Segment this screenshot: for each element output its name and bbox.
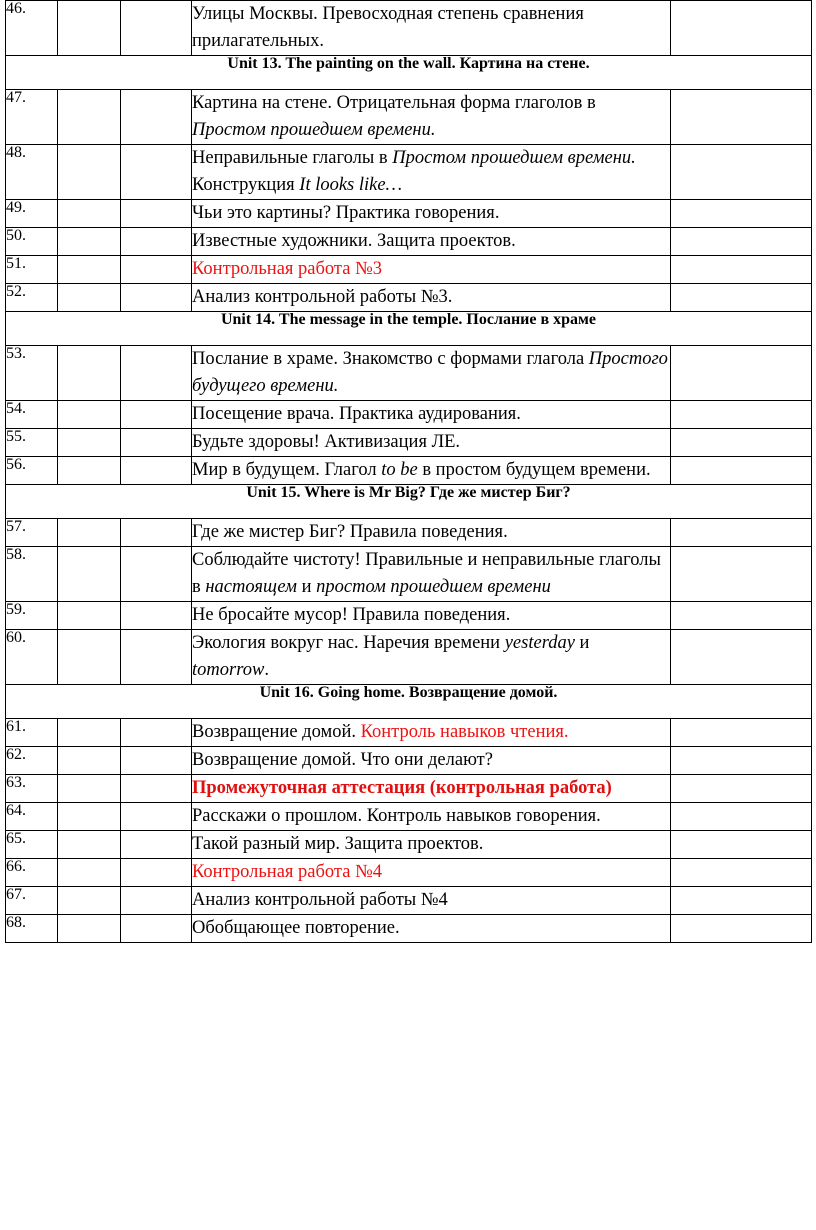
lesson-number: 51. [6, 256, 58, 284]
lesson-row [6, 803, 812, 831]
date-cell-1 [58, 457, 121, 485]
topic-text-segment: Анализ контрольной работы №3. [192, 287, 453, 307]
lesson-number: 59. [6, 602, 58, 630]
topic-text-segment: Картина на стене. Отрицательная форма глаголов в [192, 93, 596, 113]
lesson-topic [192, 346, 671, 401]
topic-text-segment: Будьте здоровы! Активизация ЛЕ. [192, 432, 461, 452]
topic-text-segment: Обобщающее повторение. [192, 918, 400, 938]
lesson-number: 48. [6, 145, 58, 200]
lesson-number: 54. [6, 401, 58, 429]
topic-text-segment: Простом прошедшем времени. [392, 148, 636, 168]
topic-text-segment: Конструкция [192, 175, 300, 195]
date-cell-1 [58, 401, 121, 429]
topic-text-segment: в простом будущем времени. [417, 460, 651, 480]
date-cell-1 [58, 719, 121, 747]
date-cell-1 [58, 256, 121, 284]
date-cell-2 [121, 401, 192, 429]
lesson-topic [192, 915, 671, 943]
unit-header-row [6, 685, 812, 719]
lesson-row [6, 547, 812, 602]
notes-cell [671, 90, 812, 145]
lesson-row [6, 915, 812, 943]
lesson-number: 49. [6, 200, 58, 228]
date-cell-2 [121, 630, 192, 685]
lesson-plan-body [6, 1, 812, 943]
date-cell-1 [58, 803, 121, 831]
lesson-number: 65. [6, 831, 58, 859]
notes-cell [671, 859, 812, 887]
topic-text-segment: простом прошедшем времени [316, 577, 551, 597]
lesson-topic [192, 887, 671, 915]
lesson-topic [192, 1, 671, 56]
lesson-topic [192, 90, 671, 145]
date-cell-1 [58, 915, 121, 943]
lesson-number: 62. [6, 747, 58, 775]
lesson-row [6, 1, 812, 56]
date-cell-1 [58, 284, 121, 312]
lesson-row [6, 200, 812, 228]
lesson-topic [192, 630, 671, 685]
lesson-number: 68. [6, 915, 58, 943]
topic-text-segment: Анализ контрольной работы №4 [192, 890, 448, 910]
date-cell-1 [58, 630, 121, 685]
topic-text-segment: и [574, 633, 590, 653]
lesson-number: 56. [6, 457, 58, 485]
date-cell-1 [58, 602, 121, 630]
unit-header-row [6, 485, 812, 519]
notes-cell [671, 457, 812, 485]
date-cell-1 [58, 90, 121, 145]
unit-header-row [6, 312, 812, 346]
lesson-row [6, 346, 812, 401]
lesson-topic [192, 775, 671, 803]
topic-text-segment: Контроль навыков чтения. [360, 722, 569, 742]
lesson-topic [192, 803, 671, 831]
lesson-topic [192, 457, 671, 485]
topic-text-segment: . [264, 660, 269, 680]
lesson-topic [192, 519, 671, 547]
notes-cell [671, 401, 812, 429]
topic-text-segment: настоящем [205, 577, 297, 597]
date-cell-2 [121, 747, 192, 775]
date-cell-1 [58, 831, 121, 859]
date-cell-1 [58, 519, 121, 547]
lesson-topic [192, 429, 671, 457]
topic-text-segment: Возвращение домой. [192, 722, 361, 742]
lesson-row [6, 256, 812, 284]
lesson-topic [192, 401, 671, 429]
date-cell-1 [58, 887, 121, 915]
unit-title: Unit 14. The message in the temple. Послание в храме [6, 312, 812, 346]
topic-text-segment: Чьи это картины? Практика говорения. [192, 203, 500, 223]
date-cell-2 [121, 831, 192, 859]
topic-text-segment: Контрольная работа №4 [192, 862, 382, 882]
notes-cell [671, 747, 812, 775]
notes-cell [671, 284, 812, 312]
date-cell-2 [121, 284, 192, 312]
date-cell-1 [58, 747, 121, 775]
lesson-topic [192, 602, 671, 630]
date-cell-1 [58, 145, 121, 200]
lesson-topic [192, 284, 671, 312]
lesson-number: 53. [6, 346, 58, 401]
topic-text-segment: и [296, 577, 317, 597]
lesson-topic [192, 547, 671, 602]
lesson-number: 52. [6, 284, 58, 312]
notes-cell [671, 346, 812, 401]
topic-text-segment: Простом прошедшем времени. [192, 120, 436, 140]
lesson-row [6, 401, 812, 429]
notes-cell [671, 228, 812, 256]
topic-text-segment: Промежуточная аттестация (контрольная работа) [192, 778, 612, 798]
topic-text-segment: yesterday [504, 633, 575, 653]
lesson-row [6, 630, 812, 685]
lesson-row [6, 519, 812, 547]
unit-title: Unit 16. Going home. Возвращение домой. [6, 685, 812, 719]
lesson-number: 61. [6, 719, 58, 747]
date-cell-2 [121, 429, 192, 457]
topic-text-segment: Улицы Москвы. Превосходная степень сравнения прилагательных. [192, 4, 584, 51]
lesson-number: 66. [6, 859, 58, 887]
notes-cell [671, 547, 812, 602]
date-cell-1 [58, 1, 121, 56]
date-cell-2 [121, 859, 192, 887]
date-cell-2 [121, 887, 192, 915]
date-cell-2 [121, 803, 192, 831]
notes-cell [671, 831, 812, 859]
lesson-row [6, 602, 812, 630]
date-cell-1 [58, 200, 121, 228]
lesson-plan-table [5, 0, 812, 943]
date-cell-2 [121, 519, 192, 547]
notes-cell [671, 145, 812, 200]
topic-text-segment: Экология вокруг нас. Наречия времени [192, 633, 505, 653]
lesson-row [6, 887, 812, 915]
date-cell-2 [121, 775, 192, 803]
lesson-row [6, 145, 812, 200]
lesson-row [6, 775, 812, 803]
lesson-number: 47. [6, 90, 58, 145]
notes-cell [671, 630, 812, 685]
lesson-topic [192, 859, 671, 887]
date-cell-2 [121, 200, 192, 228]
date-cell-2 [121, 602, 192, 630]
topic-text-segment: It looks like… [299, 175, 403, 195]
lesson-row [6, 90, 812, 145]
date-cell-2 [121, 719, 192, 747]
lesson-row [6, 831, 812, 859]
date-cell-1 [58, 429, 121, 457]
unit-header-row [6, 56, 812, 90]
date-cell-1 [58, 859, 121, 887]
lesson-topic [192, 747, 671, 775]
lesson-number: 57. [6, 519, 58, 547]
notes-cell [671, 1, 812, 56]
topic-text-segment: Послание в храме. Знакомство с формами глагола [192, 349, 589, 369]
topic-text-segment: Неправильные глаголы в [192, 148, 393, 168]
date-cell-2 [121, 256, 192, 284]
lesson-topic [192, 719, 671, 747]
unit-title: Unit 13. The painting on the wall. Картина на стене. [6, 56, 812, 90]
lesson-row [6, 859, 812, 887]
topic-text-segment: Не бросайте мусор! Правила поведения. [192, 605, 511, 625]
lesson-row [6, 457, 812, 485]
topic-text-segment: Простого будущего времени. [192, 349, 668, 396]
notes-cell [671, 429, 812, 457]
topic-text-segment: Расскажи о прошлом. Контроль навыков говорения. [192, 806, 601, 826]
lesson-number: 64. [6, 803, 58, 831]
date-cell-2 [121, 90, 192, 145]
lesson-number: 58. [6, 547, 58, 602]
notes-cell [671, 915, 812, 943]
date-cell-2 [121, 915, 192, 943]
lesson-row [6, 429, 812, 457]
lesson-topic [192, 200, 671, 228]
date-cell-1 [58, 346, 121, 401]
date-cell-1 [58, 775, 121, 803]
notes-cell [671, 775, 812, 803]
lesson-row [6, 228, 812, 256]
lesson-number: 67. [6, 887, 58, 915]
topic-text-segment: tomorrow [192, 660, 265, 680]
topic-text-segment: Соблюдайте чистоту! Правильные и неправильные глаголы в [192, 550, 661, 597]
lesson-row [6, 747, 812, 775]
topic-text-segment: Такой разный мир. Защита проектов. [192, 834, 484, 854]
topic-text-segment: Возвращение домой. Что они делают? [192, 750, 493, 770]
lesson-topic [192, 228, 671, 256]
date-cell-2 [121, 145, 192, 200]
topic-text-segment: Где же мистер Биг? Правила поведения. [192, 522, 508, 542]
unit-title: Unit 15. Where is Mr Big? Где же мистер Биг? [6, 485, 812, 519]
lesson-topic [192, 831, 671, 859]
topic-text-segment: Контрольная работа №3 [192, 259, 382, 279]
notes-cell [671, 200, 812, 228]
lesson-number: 46. [6, 1, 58, 56]
notes-cell [671, 256, 812, 284]
topic-text-segment: Мир в будущем. Глагол [192, 460, 382, 480]
topic-text-segment: Известные художники. Защита проектов. [192, 231, 516, 251]
date-cell-2 [121, 457, 192, 485]
date-cell-2 [121, 346, 192, 401]
date-cell-2 [121, 547, 192, 602]
lesson-row [6, 719, 812, 747]
notes-cell [671, 602, 812, 630]
date-cell-1 [58, 228, 121, 256]
notes-cell [671, 719, 812, 747]
lesson-number: 60. [6, 630, 58, 685]
date-cell-1 [58, 547, 121, 602]
lesson-row [6, 284, 812, 312]
topic-text-segment: to be [381, 460, 418, 480]
date-cell-2 [121, 1, 192, 56]
notes-cell [671, 803, 812, 831]
lesson-number: 55. [6, 429, 58, 457]
notes-cell [671, 519, 812, 547]
notes-cell [671, 887, 812, 915]
lesson-number: 50. [6, 228, 58, 256]
lesson-topic [192, 256, 671, 284]
topic-text-segment: Посещение врача. Практика аудирования. [192, 404, 521, 424]
date-cell-2 [121, 228, 192, 256]
lesson-number: 63. [6, 775, 58, 803]
lesson-topic [192, 145, 671, 200]
